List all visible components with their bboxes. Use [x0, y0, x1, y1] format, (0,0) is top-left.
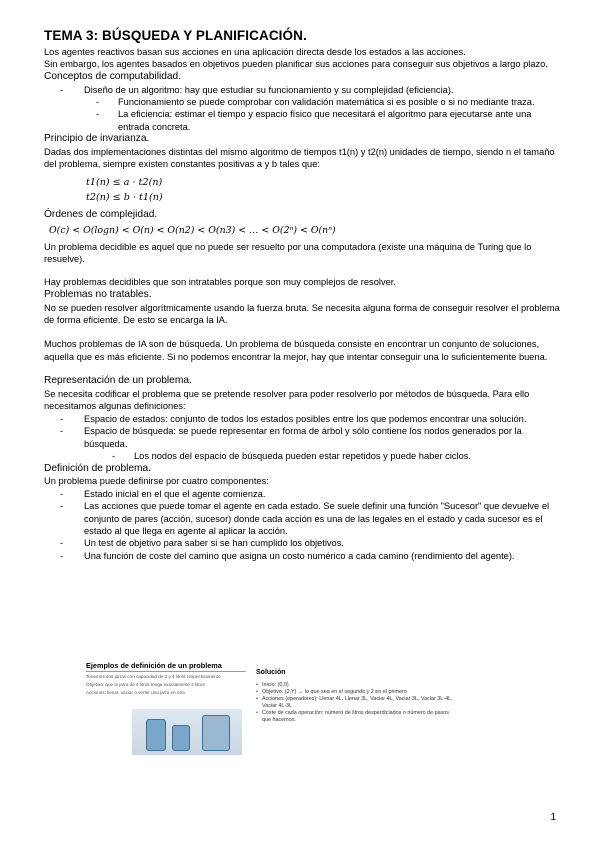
figure-bullet: Acciones: llenar, vaciar o verter una jarra en otra	[86, 690, 185, 695]
figure-bullet: Objetivo: que la jarra de 4 litros tenga exactamente 2 litros	[86, 682, 205, 687]
definicion-text: Un problema puede definirse por cuatro componentes:	[44, 476, 269, 487]
document-page	[44, 28, 564, 562]
invarianza-formula	[86, 175, 564, 205]
representacion-text: Se necesita codificar el problema que se pretende resolver para poder resolverlo por métodos de búsqueda. Para ello necesitamos algunas definiciones:	[44, 389, 530, 412]
heading-computabilidad: Conceptos de computabilidad.	[44, 70, 182, 82]
figure-bullet: Tenemos dos jarras con capacidad de 3 y 4 litros respectivamente	[86, 674, 221, 679]
heading-representacion: Representación de un problema.	[44, 375, 192, 387]
list-subitem: - Los nodos del espacio de búsqueda pueden estar repetidos y puede haber ciclos.	[112, 451, 471, 462]
jug-icon	[146, 719, 166, 751]
jugs-image	[132, 709, 242, 755]
solution-item: • Acciones (operadores): Llenar 4L, Llenar 3L, Vaciar 4L, Vaciar 3L, Vaciar 3L-4L, Vaciar 4L-3L	[256, 696, 456, 710]
busqueda-text: Muchos problemas de IA son de búsqueda. Un problema de búsqueda consiste en encontrar un conjunto de soluciones, aquella que es más eficiente. Si no podemos encontrar la mejor, hay que intentar conseguir una lo suficientemente buena.	[44, 339, 548, 362]
solution-item: • Coste de cada operación: número de litros desperdiciados o número de pasos que hacemos.	[256, 710, 456, 724]
solution-item: • Objetivo: (2,Y) → lo que sea en el segundo y 2 en el primero	[256, 689, 456, 696]
list-item: - Espacio de estados: conjunto de todos los estados posibles entre los que podemos encontrar una solución.	[60, 413, 527, 424]
list-subitem: - Funcionamiento se puede comprobar con validación matemática si es posible o si no mediante traza.	[96, 97, 535, 108]
solution-title: Solución	[256, 669, 286, 676]
invarianza-text: Dadas dos implementaciones distintas del mismo algoritmo de tiempos t1(n) y t2(n) unidades de tiempo, siendo n el tamaño del problema, siempre existen constantes positivas a y b tales que:	[44, 147, 555, 170]
heading-invarianza: Principio de invarianza.	[44, 133, 150, 145]
heading-ordenes: Órdenes de complejidad.	[44, 208, 158, 220]
list-item: - Una función de coste del camino que asigna un costo numérico a cada camino (rendimiento del agente).	[60, 550, 515, 561]
list-item: - Un test de objetivo para saber si se han cumplido los objetivos.	[60, 538, 344, 549]
figure-left-panel	[86, 661, 246, 757]
heading-definicion: Definición de problema.	[44, 462, 152, 474]
formula-1: t1(n) ≤ a · t2(n)	[86, 176, 163, 188]
intro-paragraph-2: Sin embargo, los agentes basados en objetivos pueden planificar sus acciones para conseguir sus objetivos a largo plazo.	[44, 59, 548, 70]
decidible-text: Un problema decidible es aquel que no puede ser resuelto por una computadora (existe una máquina de Turing que lo resuelve).	[44, 241, 532, 265]
complexity-formula: O(c) < O(logn) < O(n) < O(n2) < O(n3) < … < O(2ⁿ) < O(nⁿ)	[49, 224, 336, 236]
list-item: - Espacio de búsqueda: se puede representar en forma de árbol y sólo contiene los nodos generados por la búsqueda.	[60, 426, 522, 449]
intratables-text: Hay problemas decidibles que son intratables porque son muy complejos de resolver.	[44, 277, 396, 288]
solution-item: • Inicio: (0,0)	[256, 682, 456, 689]
list-subitem: - La eficiencia: estimar el tiempo y espacio físico que necesitará el algoritmo para ejecutarse ante una entrada concreta.	[96, 109, 532, 132]
heading-no-tratables: Problemas no tratables.	[44, 288, 152, 300]
example-figure	[86, 661, 456, 757]
figure-solution-panel	[256, 669, 456, 724]
tap-icon	[202, 715, 230, 751]
list-item: - Diseño de un algoritmo: hay que estudiar su funcionamiento y su complejidad (eficiencia).	[60, 84, 454, 95]
document-title: TEMA 3: BÚSQUEDA Y PLANIFICACIÓN.	[44, 28, 307, 43]
list-item: - Las acciones que puede tomar el agente en cada estado. Se suele definir una función "Sucesor" que devuelve el conjunto de pares (acción, sucesor) donde cada acción es una de las legales en el estado y cada sucesor es el estado al que llega en agente al aplicar la acción.	[60, 501, 550, 536]
figure-title: Ejemplos de definición de un problema	[86, 661, 246, 672]
list-item: - Estado inicial en el que el agente comienza.	[60, 488, 266, 499]
jug-icon	[172, 725, 190, 751]
intro-paragraph-1: Los agentes reactivos basan sus acciones en una aplicación directa desde los estados a las acciones.	[44, 47, 466, 57]
formula-2: t2(n) ≤ b · t1(n)	[86, 191, 163, 203]
page-number: 1	[550, 812, 556, 823]
no-tratables-text: No se pueden resolver algorítmicamente usando la fuerza bruta. Se necesita alguna forma de conseguir resolver el problema de forma eficiente. De esto se encarga la IA.	[44, 302, 560, 326]
